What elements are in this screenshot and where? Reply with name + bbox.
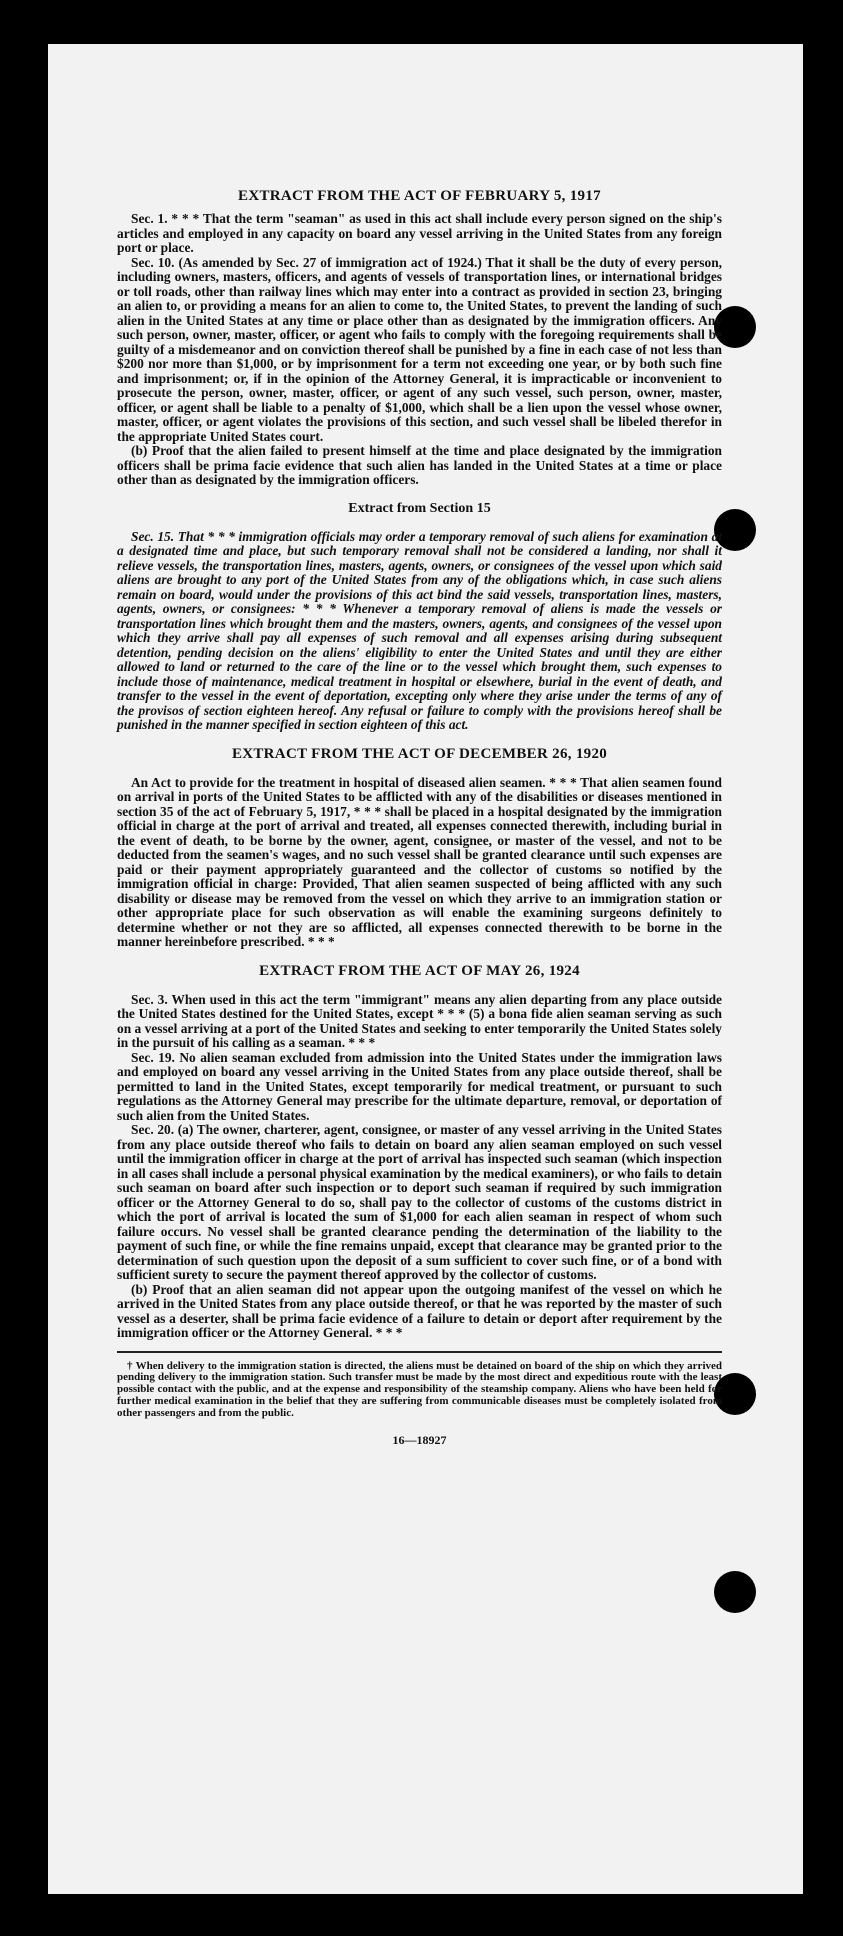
document-page [48,44,803,1894]
footnote [117,1361,722,1420]
section-heading: EXTRACT FROM THE ACT OF DECEMBER 26, 1920 [231,745,608,762]
paragraph: Sec. 20. (a) The owner, charterer, agent, consignee, or master of any vessel arriving in the United States from any place outside thereof who fails to detain on board any alien seaman employed on such vessel until the immigration officer in charge at the port of arrival has inspected such seaman (which inspection in all cases shall include a personal physical examination by the medical examiners), or who fails to detain such seaman on board after such inspection or to deport such seaman if required by such immigration officer or the Attorney General to do so, shall pay to the collector of customs of the customs district in which the port of arrival is located the sum of $1,000 for each alien seaman in respect of whom such failure occurs. No vessel shall be granted clearance pending the determination of the liability to the payment of such fine, or while the fine remains unpaid, except that clearance may be granted prior to the determination of such question upon the deposit of a sum sufficient to cover such fine, or of a bond with sufficient surety to secure the payment thereof approved by the collector of customs. [117,1122,722,1282]
paragraph: Sec. 15. That * * * immigration officials may order a temporary removal of such aliens for examination at a designated time and place, but such temporary removal shall not be considered a landing, nor shall it relieve vessels, the transportation lines, masters, agents, owners, or consignees of the vessel upon which said aliens are brought to any port of the United States from any of the obligations which, in case such aliens remain on board, would under the provisions of this act bind the said vessels, transportation lines, masters, agents, owners, or consignees: * * * Whenever a temporary removal of aliens is made the vessels or transportation lines which brought them and the masters, owners, agents, and consignees of the vessel upon which they arrive shall pay all expenses of such removal and all expenses arising during subsequent detention, pending decision on the aliens' eligibility to enter the United States and until they are either allowed to land or returned to the care of the line or to the vessel which brought them, such expenses to include those of maintenance, medical treatment in hospital or elsewhere, burial in the event of death, and transfer to the vessel in the event of deportation, excepting only where they arise under the terms of any of the provisos of section eighteen hereof. Any refusal or failure to comply with the provisions hereof shall be punished in the manner specified in section eighteen of this act. [117,528,722,732]
section-extract-sec-15 [117,500,722,733]
paragraph: An Act to provide for the treatment in hospital of diseased alien seamen. * * * That alien seamen found on arrival in ports of the United States to be afflicted with any of the disabilities or diseases mentioned in section 35 of the act of February 5, 1917, * * * shall be placed in a hospital designated by the immigration official in charge at the port of arrival and treated, all expenses connected therewith, including burial in the event of death, to be borne by the owner, agent, consignee, or master of the vessel, and not to be deducted from the seamen's wages, and no such vessel shall be granted clearance until such expenses are paid or their payment appropriately guaranteed and the collector of customs so notified by the immigration official in charge: Provided, That alien seamen suspected of being afflicted with any such disability or disease may be removed from the vessel on which they arrive to an immigration station or other appropriate place for such observation as will enable the examining surgeons definitely to determine whether or not they are so afflicted, all expenses connected therewith to be borne in the manner hereinbefore prescribed. * * * [117,774,722,949]
section-act-dec-1920 [117,745,722,950]
section-heading: Extract from Section 15 [348,500,491,516]
paragraph: Sec. 19. No alien seaman excluded from admission into the United States under the immigration laws and employed on board any vessel arriving in the United States from any place outside thereof, shall be permitted to land in the United States, except temporarily for medical treatment, or pursuant to such regulations as the Attorney General may prescribe for the ultimate departure, removal, or deportation of such alien from the United States. [117,1049,722,1123]
document-body [117,187,722,1448]
punch-hole [714,1571,756,1613]
paragraph: (b) Proof that an alien seaman did not appear upon the outgoing manifest of the vessel on which he arrived in the United States from any place outside thereof, or that he was reported by the master of such vessel as a deserter, shall be prima facie evidence of a failure to detain or deport after requirement by the immigration officer or the Attorney General. * * * [117,1281,722,1340]
paragraph: Sec. 1. * * * That the term "seaman" as used in this act shall include every person signed on the ship's articles and employed in any capacity on board any vessel arriving in the United States from any foreign port or place. [117,211,722,255]
paragraph: Sec. 3. When used in this act the term "immigrant" means any alien departing from any place outside the United States destined for the United States, except * * * (5) a bona fide alien seaman serving as such on a vessel arriving at a port of the United States and seeking to enter temporarily the United States solely in the pursuit of his calling as a seaman. * * * [117,991,722,1050]
footnote-divider [117,1351,722,1353]
section-heading: EXTRACT FROM THE ACT OF MAY 26, 1924 [259,962,580,979]
page-number: 16—18927 [392,1433,447,1448]
footnote-text: † When delivery to the immigration station is directed, the aliens must be detained on board of the ship on which they arrived pending delivery to the immigration station. Such transfer must be made by the most direct and expeditious route with the least possible contact with the public, and at the expense and responsibility of the steamship company. Aliens who have been held for further medical examination in the belief that they are suffering from communicable diseases must be completely isolated from other passengers and from the public. [117,1359,722,1419]
section-act-feb-1917 [117,187,722,488]
section-heading: EXTRACT FROM THE ACT OF FEBRUARY 5, 1917 [238,188,601,204]
section-act-may-1924 [117,962,722,1341]
paragraph: (b) Proof that the alien failed to present himself at the time and place designated by the immigration officers shall be prima facie evidence that such alien has landed in the United States at a time or place other than as designated by the immigration officers. [117,443,722,487]
paragraph: Sec. 10. (As amended by Sec. 27 of immigration act of 1924.) That it shall be the duty of every person, including owners, masters, officers, and agents of vessels of transportation lines, or international bridges or toll roads, other than railway lines which may enter into a contract as provided in section 23, bringing an alien to, or providing a means for an alien to come to, the United States, to prevent the landing of such alien in the United States at any time or place other than as designated by the immigration officers. Any such person, owner, master, officer, or agent who fails to comply with the foregoing requirements shall be guilty of a misdemeanor and on conviction thereof shall be punished by a fine in each case of not less than $200 nor more than $1,000, or by imprisonment for a term not exceeding one year, or by both such fine and imprisonment; or, if in the opinion of the Attorney General, it is impracticable or inconvenient to prosecute the person, owner, master, officer, or agent of any such vessel, such person, owner, master, officer, or agent shall be liable to a penalty of $1,000, which shall be a lien upon the vessel whose owner, master, officer, or agent violates the provisions of this section, and such vessel shall be libeled therefor in the appropriate United States court. [117,254,722,444]
